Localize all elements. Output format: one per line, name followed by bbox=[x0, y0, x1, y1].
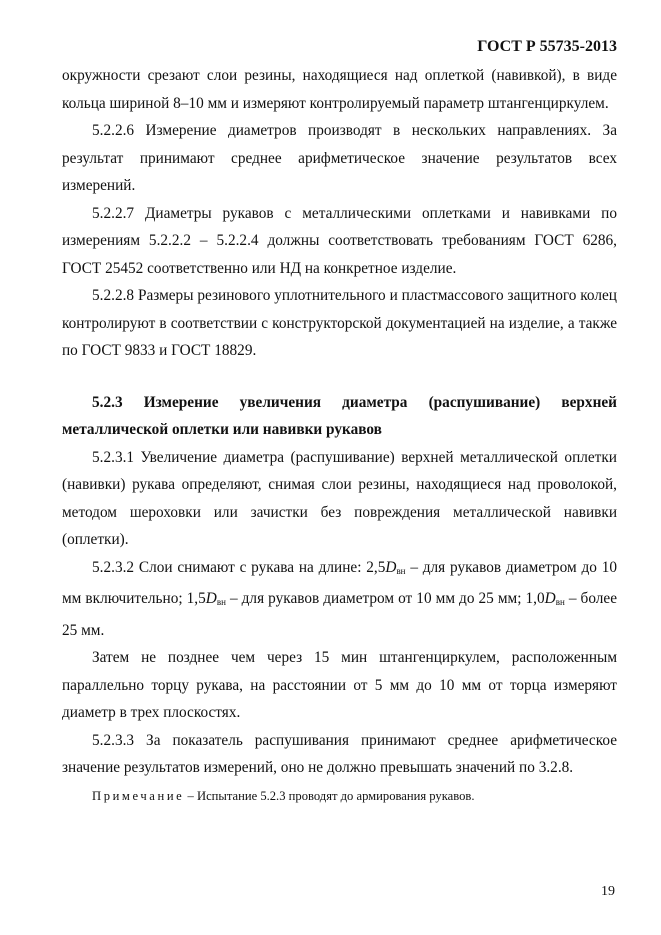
paragraph-continuation: окружности срезают слои резины, находящиеся над оплеткой (навивкой), в виде кольца шириной 8–10 мм и измеряют контролируемый параметр штангенциркулем. bbox=[62, 67, 617, 112]
text-run: – для рукавов диаметром от 10 мм до 25 мм; 1,0 bbox=[225, 590, 545, 607]
note-label: Примечание bbox=[92, 788, 185, 803]
subscript-vn: вн bbox=[555, 597, 565, 607]
note bbox=[62, 786, 617, 806]
page-body bbox=[62, 62, 617, 806]
paragraph-5-2-3-1: 5.2.3.1 Увеличение диаметра (распушивание) верхней металлической оплетки (навивки) рукава определяют, снимая слои резины, находящиеся над проволокой, методом шероховки или зачистки без повреждения металлической навивки (оплетки). bbox=[62, 448, 617, 548]
section-gap bbox=[62, 365, 617, 389]
symbol-d: D bbox=[385, 558, 397, 576]
paragraph-5-2-3-3: 5.2.3.3 За показатель распушивания принимают среднее арифметическое значение результатов измерений, оно не должно превышать значений по 3.2.8. bbox=[62, 731, 617, 776]
subscript-vn: вн bbox=[216, 597, 226, 607]
paragraph-5-2-3-2 bbox=[62, 554, 617, 645]
section-heading-5-2-3: 5.2.3 Измерение увеличения диаметра (распушивание) верхней металлической оплетки или навивки рукавов bbox=[62, 393, 617, 438]
paragraph-then: Затем не позднее чем через 15 мин штангенциркулем, расположенным параллельно торцу рукава, на расстоянии от 5 мм до 10 мм от торца измеряют диаметр в трех плоскостях. bbox=[62, 649, 617, 721]
document-code: ГОСТ Р 55735-2013 bbox=[477, 38, 617, 55]
symbol-d: D bbox=[544, 590, 556, 607]
symbol-d: D bbox=[205, 590, 217, 607]
paragraph-5-2-2-8: 5.2.2.8 Размеры резинового уплотнительного и пластмассового защитного колец контролируют в соответствии с конструкторской документацией на изделие, а также по ГОСТ 9833 и ГОСТ 18829. bbox=[62, 287, 617, 359]
note-text: – Испытание 5.2.3 проводят до армирования рукавов. bbox=[184, 788, 475, 803]
text-run: 5.2.3.2 Слои снимают с рукава на длине: 2,5 bbox=[92, 558, 386, 576]
paragraph-5-2-2-6: 5.2.2.6 Измерение диаметров производят в нескольких направлениях. За результат принимают среднее арифметическое значение результатов всех измерений. bbox=[62, 122, 617, 194]
subscript-vn: вн bbox=[396, 565, 406, 576]
text-run: – более 25 мм. bbox=[62, 590, 617, 639]
text-run: – для рукавов диаметром до 10 мм включительно; 1,5 bbox=[62, 558, 617, 607]
paragraph-5-2-2-7: 5.2.2.7 Диаметры рукавов с металлическими оплетками и навивками по измерениям 5.2.2.2 – 5.2.2.4 должны соответствовать требованиям ГОСТ 6286, ГОСТ 25452 соответственно или НД на конкретное изделие. bbox=[62, 204, 617, 277]
page-number: 19 bbox=[601, 884, 615, 899]
